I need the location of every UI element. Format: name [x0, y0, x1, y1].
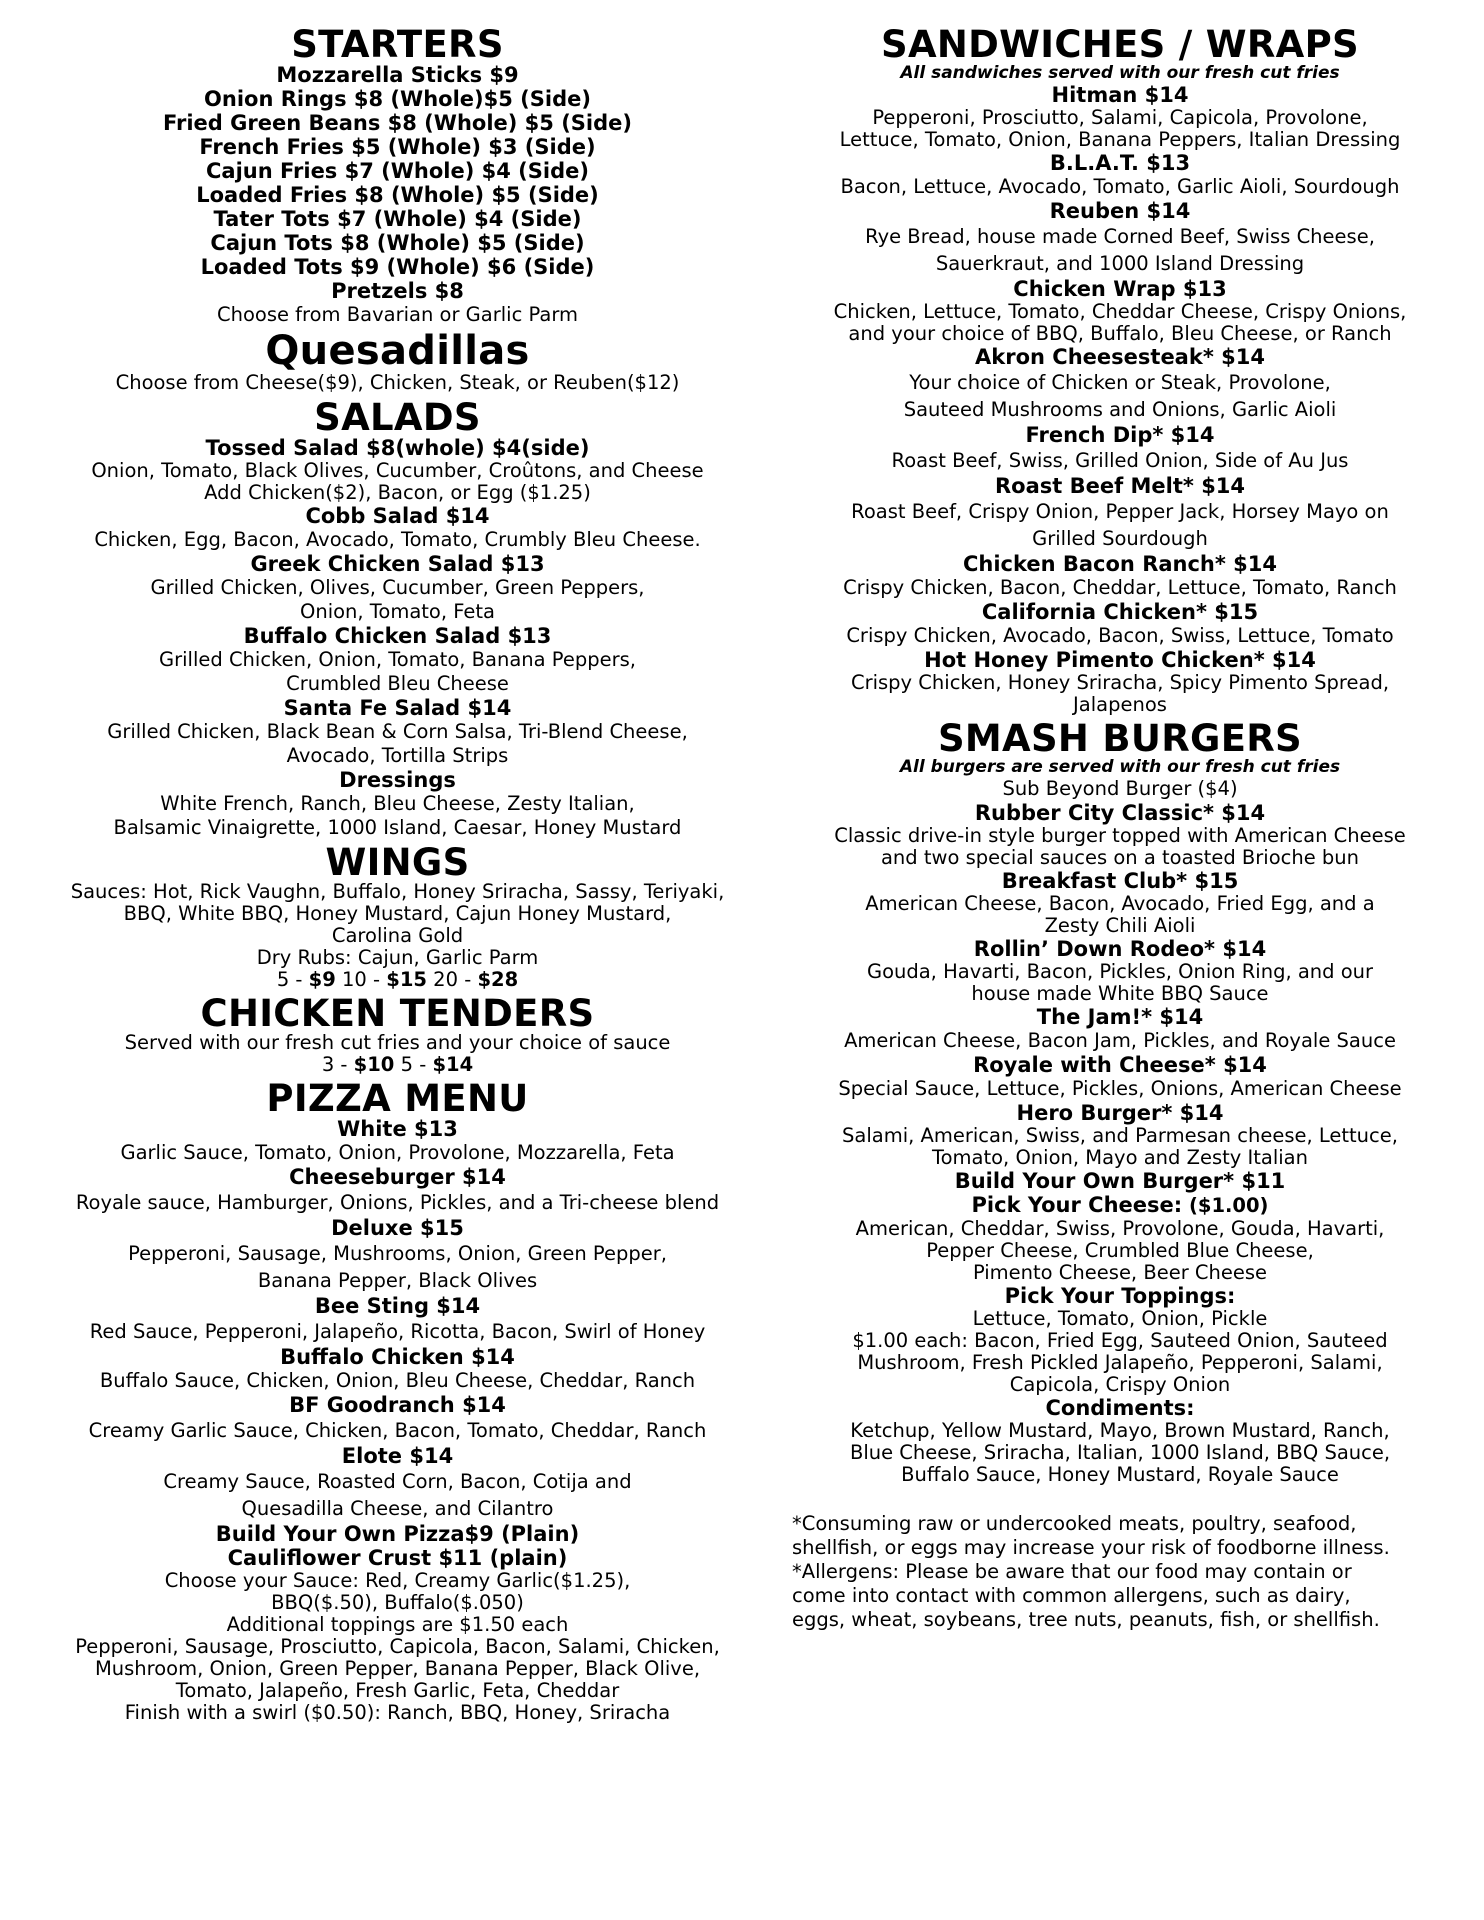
byo-burger: Build Your Own Burger* $11: [954, 1169, 1286, 1193]
pizza-desc: Royale sauce, Hamburger, Onions, Pickles, and a Tri-cheese blend: [75, 1191, 720, 1214]
burger-desc: American Cheese, Bacon, Avocado, Fried Egg, and a: [865, 892, 1375, 915]
pick-cheese-label: Pick Your Cheese:: [971, 1193, 1183, 1217]
salad-desc: Add Chicken($2), Bacon, or Egg ($1.25): [204, 481, 591, 504]
cheese-desc: American, Cheddar, Swiss, Provolone, Gouda, Havarti,: [855, 1217, 1385, 1240]
sandwich-name: Chicken Wrap $13: [1013, 277, 1227, 301]
sandwich-desc: Rye Bread, house made Corned Beef, Swiss Cheese,: [865, 225, 1375, 248]
burgers-subtitle: All burgers are served with our fresh cut fries: [899, 757, 1341, 777]
pizza-desc: Quesadilla Cheese, and Cilantro: [241, 1497, 554, 1520]
sandwich-name: California Chicken* $15: [981, 600, 1259, 624]
byo-pizza-desc: BBQ($.50), Buffalo($.050): [271, 1591, 524, 1614]
cheese-desc: Pimento Cheese, Beer Cheese: [972, 1261, 1268, 1284]
salad-desc: Avocado, Tortilla Strips: [286, 744, 509, 767]
starter-item: Tater Tots $7 (Whole) $4 (Side): [213, 207, 582, 231]
salad-desc: Grilled Chicken, Olives, Cucumber, Green Peppers,: [150, 576, 645, 599]
pizza-name: Cheeseburger $14: [289, 1165, 506, 1189]
toppings-desc: $1.00 each: Bacon, Fried Egg, Sauteed Onion, Sauteed: [852, 1329, 1388, 1352]
disclaimer-line: come into contact with common allergens, such as dairy,: [792, 1584, 1351, 1607]
pizza-name: Elote $14: [341, 1444, 454, 1468]
sandwich-desc: and your choice of BBQ, Buffalo, Bleu Cheese, or Ranch: [848, 322, 1392, 345]
salad-name: Buffalo Chicken Salad $13: [243, 624, 552, 648]
pizza-desc: Buffalo Sauce, Chicken, Onion, Bleu Cheese, Cheddar, Ranch: [99, 1369, 696, 1392]
burger-name: Royale with Cheese* $14: [973, 1053, 1267, 1077]
burger-desc: Special Sauce, Lettuce, Pickles, Onions, American Cheese: [838, 1077, 1402, 1100]
burger-name: Breakfast Club* $15: [1001, 869, 1239, 893]
condiments-title: Condiments:: [1045, 1396, 1195, 1420]
pizza-desc: Garlic Sauce, Tomato, Onion, Provolone, Mozzarella, Feta: [120, 1141, 675, 1164]
dressings-desc: Balsamic Vinaigrette, 1000 Island, Caesar, Honey Mustard: [113, 816, 682, 839]
burger-desc: Classic drive-in style burger topped with American Cheese: [834, 824, 1406, 847]
wings-sauces: Carolina Gold: [331, 924, 464, 947]
pizza-desc: Banana Pepper, Black Olives: [257, 1269, 538, 1292]
burger-desc: Tomato, Onion, Mayo and Zesty Italian: [932, 1146, 1308, 1169]
toppings-desc: Capicola, Crispy Onion: [1009, 1373, 1231, 1396]
sandwich-desc: Jalapenos: [1073, 693, 1167, 716]
sandwich-desc: Crispy Chicken, Bacon, Cheddar, Lettuce, Tomato, Ranch: [843, 576, 1397, 599]
condiments-desc: Ketchup, Yellow Mustard, Mayo, Brown Mustard, Ranch,: [850, 1419, 1390, 1442]
byo-pizza-desc: Pepperoni, Sausage, Prosciutto, Capicola, Bacon, Salami, Chicken,: [75, 1635, 720, 1658]
pizza-name: Bee Sting $14: [314, 1294, 481, 1318]
salad-name: Tossed Salad $8(whole) $4(side): [205, 436, 590, 460]
cauliflower-crust: Cauliflower Crust $11 (plain): [227, 1546, 568, 1570]
cheese-desc: Pepper Cheese, Crumbled Blue Cheese,: [926, 1239, 1314, 1262]
pizza-name: BF Goodranch $14: [289, 1393, 506, 1417]
right-column: [790, 22, 1450, 1632]
byo-pizza: Build Your Own Pizza$9 (Plain): [215, 1522, 580, 1546]
pretzels-desc: Choose from Bavarian or Garlic Parm: [216, 303, 578, 326]
pizza-name: Deluxe $15: [331, 1216, 464, 1240]
wings-price: $9: [308, 968, 336, 991]
sandwich-desc: Crispy Chicken, Avocado, Bacon, Swiss, Lettuce, Tomato: [846, 624, 1394, 647]
disclaimer-line: *Consuming raw or undercooked meats, poultry, seafood,: [792, 1512, 1357, 1535]
starter-item: Loaded Fries $8 (Whole) $5 (Side): [196, 183, 599, 207]
sandwich-desc: Crispy Chicken, Honey Sriracha, Spicy Pimento Spread,: [850, 671, 1390, 694]
tenders-price: $10: [353, 1053, 395, 1076]
sandwich-desc: Grilled Sourdough: [1032, 527, 1208, 550]
sandwich-desc: Pepperoni, Prosciutto, Salami, Capicola, Provolone,: [872, 106, 1368, 129]
burger-name: Hero Burger* $14: [1016, 1101, 1224, 1125]
burger-desc: house made White BBQ Sauce: [971, 982, 1269, 1005]
starter-item: Cajun Fries $7 (Whole) $4 (Side): [206, 159, 589, 183]
byo-pizza-desc: Mushroom, Onion, Green Pepper, Banana Pepper, Black Olive,: [94, 1657, 701, 1680]
sandwich-desc: Roast Beef, Swiss, Grilled Onion, Side of Au Jus: [891, 449, 1349, 472]
salad-desc: Grilled Chicken, Onion, Tomato, Banana Peppers,: [158, 648, 636, 671]
wings-title: WINGS: [325, 841, 470, 884]
burgers-title: SMASH BURGERS: [937, 717, 1303, 760]
wings-price: $15: [386, 968, 427, 991]
sandwiches-title: SANDWICHES / WRAPS: [881, 23, 1359, 66]
burger-desc: Gouda, Havarti, Bacon, Pickles, Onion Ring, and our: [866, 960, 1374, 983]
wings-price: $28: [477, 968, 519, 991]
beyond-burger: Sub Beyond Burger ($4): [1002, 777, 1238, 800]
byo-pizza-desc: Finish with a swirl ($0.50): Ranch, BBQ, Honey, Sriracha: [124, 1701, 671, 1724]
starter-item: Cajun Tots $8 (Whole) $5 (Side): [210, 231, 585, 255]
sandwich-name: Hitman $14: [1051, 83, 1189, 107]
toppings-desc: Lettuce, Tomato, Onion, Pickle: [972, 1307, 1268, 1330]
wings-sauces: Sauces: Hot, Rick Vaughn, Buffalo, Honey Sriracha, Sassy, Teriyaki,: [70, 880, 725, 903]
sandwich-name: French Dip* $14: [1025, 423, 1215, 447]
salad-name: Greek Chicken Salad $13: [250, 552, 545, 576]
tenders-qty: 5 -: [394, 1053, 433, 1076]
sandwich-desc: Roast Beef, Crispy Onion, Pepper Jack, Horsey Mayo on: [851, 500, 1389, 523]
pick-toppings: Pick Your Toppings:: [1004, 1284, 1236, 1308]
starter-item: French Fries $5 (Whole) $3 (Side): [199, 135, 596, 159]
sandwich-desc: Bacon, Lettuce, Avocado, Tomato, Garlic Aioli, Sourdough: [840, 175, 1400, 198]
quesadillas-desc: Choose from Cheese($9), Chicken, Steak, or Reuben($12): [115, 371, 680, 394]
byo-pizza-desc: Choose your Sauce: Red, Creamy Garlic($1.25),: [164, 1569, 631, 1592]
starters-title: STARTERS: [291, 23, 504, 66]
sandwich-name: Hot Honey Pimento Chicken* $14: [924, 648, 1316, 672]
sandwich-name: Reuben $14: [1049, 199, 1191, 223]
disclaimer-line: *Allergens: Please be aware that our food may contain or: [792, 1560, 1352, 1583]
sandwich-desc: Sauteed Mushrooms and Onions, Garlic Aioli: [903, 398, 1337, 421]
salad-name: Cobb Salad $14: [305, 504, 490, 528]
sandwich-desc: Chicken, Lettuce, Tomato, Cheddar Cheese, Crispy Onions,: [833, 300, 1407, 323]
wings-prices: [40, 969, 755, 991]
burger-name: The Jam!* $14: [1036, 1005, 1204, 1029]
sandwich-name: B.L.A.T. $13: [1049, 151, 1191, 175]
pizza-desc: Red Sauce, Pepperoni, Jalapeño, Ricotta, Bacon, Swirl of Honey: [89, 1320, 706, 1343]
salad-desc: Crumbled Bleu Cheese: [286, 672, 509, 695]
wings-sauces: BBQ, White BBQ, Honey Mustard, Cajun Honey Mustard,: [123, 902, 672, 925]
sandwich-desc: Lettuce, Tomato, Onion, Banana Peppers, Italian Dressing: [839, 128, 1401, 151]
sandwiches-subtitle: All sandwiches served with our fresh cut fries: [900, 63, 1340, 83]
dressings-title: Dressings: [339, 768, 456, 792]
salad-desc: Grilled Chicken, Black Bean & Corn Salsa, Tri-Blend Cheese,: [107, 720, 688, 743]
tenders-price: $14: [432, 1053, 474, 1076]
starter-item: Onion Rings $8 (Whole)$5 (Side): [204, 87, 591, 111]
sandwich-desc: Sauerkraut, and 1000 Island Dressing: [935, 252, 1305, 275]
pizza-title: PIZZA MENU: [266, 1077, 529, 1120]
tenders-qty: 3 -: [321, 1053, 354, 1076]
starter-item: Mozzarella Sticks $9: [276, 63, 519, 87]
toppings-desc: Mushroom, Fresh Pickled Jalapeño, Pepperoni, Salami,: [857, 1351, 1383, 1374]
byo-pizza-desc: Additional toppings are $1.50 each: [226, 1613, 569, 1636]
condiments-desc: Blue Cheese, Sriracha, Italian, 1000 Island, BBQ Sauce,: [849, 1441, 1391, 1464]
wings-rubs: Dry Rubs: Cajun, Garlic Parm: [256, 946, 539, 969]
pizza-name: White $13: [337, 1117, 458, 1141]
salad-desc: Chicken, Egg, Bacon, Avocado, Tomato, Crumbly Bleu Cheese.: [94, 528, 701, 551]
wings-qty: 20 -: [426, 968, 478, 991]
pizza-desc: Creamy Sauce, Roasted Corn, Bacon, Cotija and: [163, 1470, 632, 1493]
salad-desc: Onion, Tomato, Black Olives, Cucumber, Croûtons, and Cheese: [91, 459, 704, 482]
sandwich-desc: Your choice of Chicken or Steak, Provolone,: [909, 371, 1331, 394]
condiments-desc: Buffalo Sauce, Honey Mustard, Royale Sauce: [901, 1463, 1339, 1486]
dressings-desc: White French, Ranch, Bleu Cheese, Zesty Italian,: [160, 792, 635, 815]
burger-desc: American Cheese, Bacon Jam, Pickles, and Royale Sauce: [844, 1029, 1396, 1052]
pick-cheese-price: ($1.00): [1182, 1194, 1269, 1217]
wings-qty: 10 -: [335, 968, 387, 991]
sandwich-name: Roast Beef Melt* $14: [994, 474, 1246, 498]
left-column: [40, 22, 755, 1724]
pizza-desc: Pepperoni, Sausage, Mushrooms, Onion, Green Pepper,: [128, 1242, 667, 1265]
byo-pizza-desc: Tomato, Jalapeño, Fresh Garlic, Feta, Cheddar: [175, 1679, 620, 1702]
pizza-name: Buffalo Chicken $14: [280, 1345, 515, 1369]
disclaimer-line: shellfish, or eggs may increase your risk of foodborne illness.: [792, 1536, 1390, 1559]
quesadillas-title: Quesadillas: [265, 328, 530, 374]
tenders-prices: [40, 1054, 755, 1076]
pizza-desc: Creamy Garlic Sauce, Chicken, Bacon, Tomato, Cheddar, Ranch: [88, 1419, 707, 1442]
salad-desc: Onion, Tomato, Feta: [300, 600, 495, 623]
disclaimer: [790, 1512, 1450, 1632]
tenders-title: CHICKEN TENDERS: [200, 992, 595, 1035]
sandwich-name: Chicken Bacon Ranch* $14: [962, 552, 1278, 576]
salad-name: Santa Fe Salad $14: [283, 696, 512, 720]
disclaimer-line: eggs, wheat, soybeans, tree nuts, peanuts, fish, or shellfish.: [792, 1608, 1380, 1631]
starter-item: Loaded Tots $9 (Whole) $6 (Side): [200, 255, 595, 279]
burger-desc: Salami, American, Swiss, and Parmesan cheese, Lettuce,: [842, 1124, 1398, 1147]
tenders-desc: Served with our fresh cut fries and your choice of sauce: [124, 1031, 671, 1054]
sandwich-name: Akron Cheesesteak* $14: [975, 345, 1265, 369]
burger-name: Rubber City Classic* $14: [974, 801, 1266, 825]
burger-name: Rollin’ Down Rodeo* $14: [973, 937, 1267, 961]
starter-item: Pretzels $8: [331, 279, 464, 303]
burger-desc: and two special sauces on a toasted Brioche bun: [880, 846, 1360, 869]
wings-qty: 5 -: [276, 968, 309, 991]
burger-desc: Zesty Chili Aioli: [1044, 914, 1196, 937]
starter-item: Fried Green Beans $8 (Whole) $5 (Side): [162, 111, 632, 135]
salads-title: SALADS: [314, 396, 481, 439]
pick-cheese: [790, 1193, 1450, 1218]
